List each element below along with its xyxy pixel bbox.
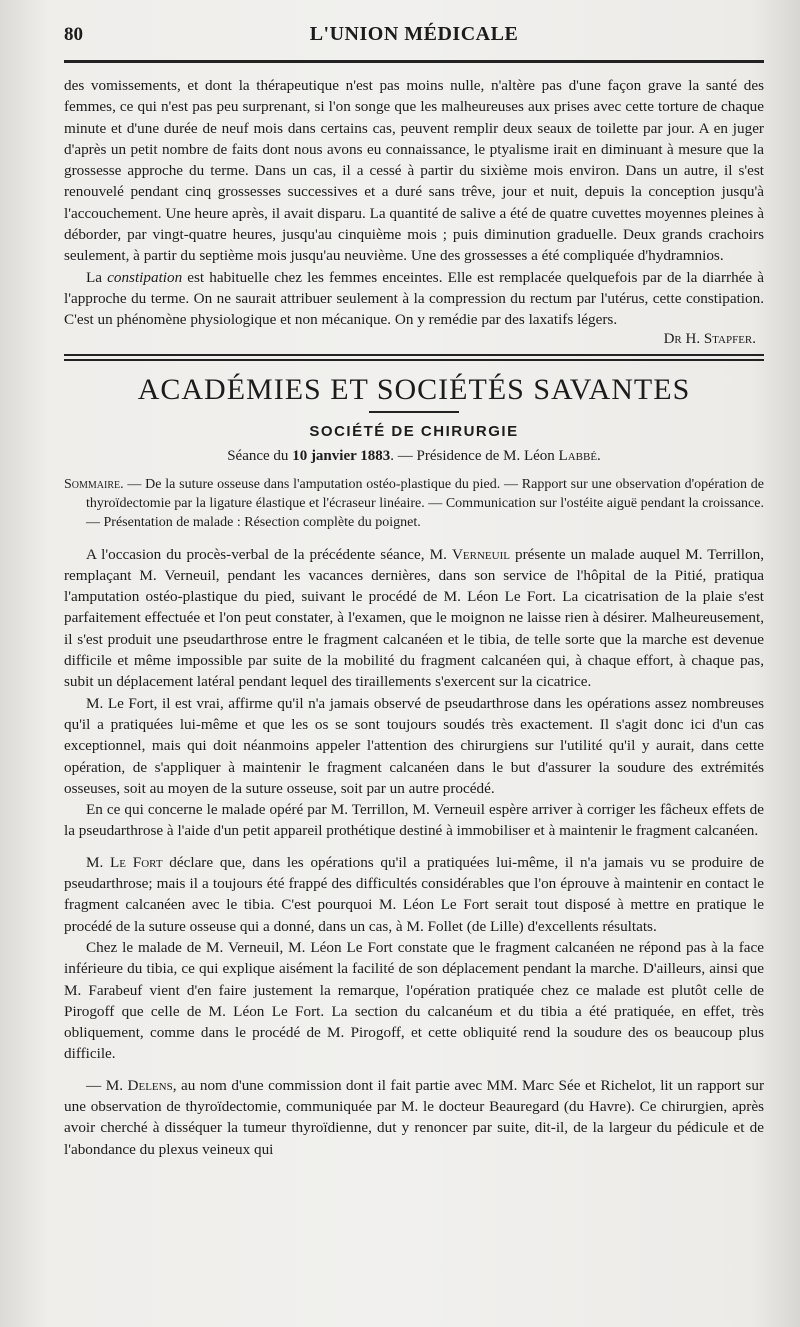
constipation-term: constipation bbox=[107, 268, 183, 286]
body-paragraph-3: En ce qui concerne le malade opéré par M. Terrillon, M. Verneuil espère arriver à corriger les fâcheux effets de la pseudarthrose à l'aide d'un petit appareil prothétique destiné à immobiliser et à maintenir le fragment calcanéen. bbox=[64, 801, 764, 840]
p6-text-b: , au nom d'une commission dont il fait partie avec MM. Marc Sée et Richelot, lit un rapport sur une observation de thyroïdectomie, communiquée par M. le docteur Beauregard (du Havre). Ce chirurgien, après avoir cherché à disséquer la tumeur thyroïdienne, dut y renoncer par suite, dit-il, de la largeur du pédicule et de l'abondance du plexus veineux qui bbox=[64, 1076, 764, 1158]
body-paragraph-1 bbox=[64, 544, 764, 693]
body-paragraph-6 bbox=[64, 1075, 764, 1160]
body-paragraph-2: M. Le Fort, il est vrai, affirme qu'il n'a jamais observé de pseudarthrose dans les opérations assez nombreuses qu'il a pratiquées lui-même et que les os se sont toujours soudés très exactement. Il s'agit donc ici d'un cas exceptionnel, mais qui doit néanmoins appeler l'attention des chirurgiens sur l'utilité qu'il y aurait, dans cette opération, de s'appliquer à maintenir le fragment calcanéen dans le but d'assurer la soudure des extrémités osseuses, soit au moyen de la suture osseuse, soit par un autre procédé. bbox=[64, 694, 764, 797]
body-paragraph-4 bbox=[64, 852, 764, 937]
constipation-paragraph bbox=[64, 267, 764, 331]
p1-speaker: Verneuil bbox=[451, 545, 510, 563]
p1-text-b: présente un malade auquel M. Terrillon, remplaçant M. Verneuil, pendant les vacances dernières, dans son service de l'hôpital de la Pitié, pratiqua l'amputation ostéo-plastique du pied, suivant le procédé de M. Léon Le Fort. La cicatrisation de la plaie s'est parfaitement effectuée et l'on peut constater, à l'examen, que le moignon ne laisse rien à désirer. Malheureusement, il s'est produit une pseudarthrose entre le fragment calcanéen et le tibia, de telle sorte que la marche est devenue difficile et même impossible par suite de la mobilité du fragment calcanéen qui, à chaque effort, à chaque pas, subit un déplacement latéral pendant lequel des tiraillements s'exercent sur la cicatrice. bbox=[64, 545, 764, 691]
journal-title: L'UNION MÉDICALE bbox=[309, 23, 519, 45]
summary-text: — De la suture osseuse dans l'amputation ostéo-plastique du pied. — Rapport sur une observation d'opération de thyroïdectomie par la ligature élastique et l'écraseur linéaire. — Communication sur l'ostéite aiguë pendant la croissance. — Présentation de malade : Résection complète du poignet. bbox=[86, 476, 764, 530]
session-summary bbox=[64, 475, 764, 532]
society-name: SOCIÉTÉ DE CHIRURGIE bbox=[309, 422, 519, 440]
section-divider bbox=[64, 354, 764, 361]
summary-label: Sommaire. bbox=[64, 476, 124, 492]
session-line: Séance du 10 janvier 1883. — Présidence de M. Léon Labbé. bbox=[227, 447, 601, 464]
article-paragraph: des vomissements, et dont la thérapeutique n'est pas moins nulle, n'altère pas d'une façon grave la santé des femmes, ce qui n'est pas peu surprenant, si l'on songe que les malheureuses aux prises avec cette torture de chaque minute et d'une durée de neuf mois dans certains cas, peuvent remplir deux seaux de toilette par jour. A en juger d'après un petit nombre de faits dont nous avons eu connaissance, le ptyalisme irait en diminuant à mesure que la grossesse approche du terme. Dans un cas, il a cessé à partir du sixième mois environ. Dans un autre, il s'est renouvelé pendant cinq grossesses successives et a duré sans trêve, jour et nuit, depuis la conception jusqu'à l'accouchement. Une heure après, il avait disparu. La quantité de salive a été de quatre cuvettes moyennes pleines à déborder, par vingt-quatre heures, jusqu'au cinquième mois ; puis diminution graduelle. Deux grands crachoirs seulement, à partir du septième mois jusqu'au neuvième. Une des grossesses a été compliquée d'hydramnios. bbox=[64, 77, 764, 265]
body-paragraph-5: Chez le malade de M. Verneuil, M. Léon Le Fort constate que le fragment calcanéen ne répond pas à la face inférieure du tibia, ce qui explique aisément la facilité de son déplacement pendant la marche. D'ailleurs, ainsi que M. Farabeuf vient d'en faire justement la remarque, l'opération pratiquée chez ce malade est plutôt celle de Pirogoff que celle de M. Léon Le Fort. La section du calcanéum et du tibia a été pratiquée, en effet, très obliquement, comme dans le procédé de M. Pirogoff, et cette obliquité rend la soudure des os beaucoup plus difficile. bbox=[64, 938, 764, 1063]
page-number: 80 bbox=[64, 24, 83, 45]
p4-speaker: Le Fort bbox=[110, 853, 163, 871]
page-header bbox=[64, 18, 764, 54]
session-suffix: . — Présidence de M. Léon bbox=[390, 447, 559, 464]
p1-text-a: A l'occasion du procès-verbal de la précédente séance, M. bbox=[86, 545, 452, 563]
title-underline bbox=[369, 411, 459, 413]
constipation-lead: La bbox=[86, 268, 108, 286]
header-rule bbox=[64, 60, 764, 63]
p6-text-a: — M. bbox=[86, 1076, 128, 1094]
session-prefix: Séance du bbox=[227, 447, 293, 464]
section-title: ACADÉMIES ET SOCIÉTÉS SAVANTES bbox=[137, 372, 691, 406]
constipation-text: est habituelle chez les femmes enceintes. Elle est remplacée quelquefois par de la diarrhée à l'approche du terme. On ne saurait attribuer seulement à la compression du rectum par l'utérus, cette constipation. C'est un phénomène physiologique et non mécanique. On y remédie par des laxatifs légers. bbox=[64, 268, 764, 329]
p4-text-b: déclare que, dans les opérations qu'il a pratiquées lui-même, il n'a jamais vu se produire de pseudarthrose; mais il a toujours été frappé des difficultés considérables que l'on éprouve à maintenir en contact le fragment calcanéen avec le tibia. C'est pourquoi M. Léon Le Fort serait tout disposé à mettre en pratique le procédé de la suture osseuse qui a donné, dans un cas, à M. Follet (de Lille) d'excellents résultats. bbox=[64, 853, 764, 935]
author-signature: Dr H. Stapfer. bbox=[663, 330, 756, 347]
p4-text-a: M. bbox=[86, 853, 111, 871]
session-date: 10 janvier 1883 bbox=[292, 447, 391, 464]
p6-speaker: Delens bbox=[127, 1076, 173, 1094]
session-president: Labbé bbox=[558, 447, 598, 464]
